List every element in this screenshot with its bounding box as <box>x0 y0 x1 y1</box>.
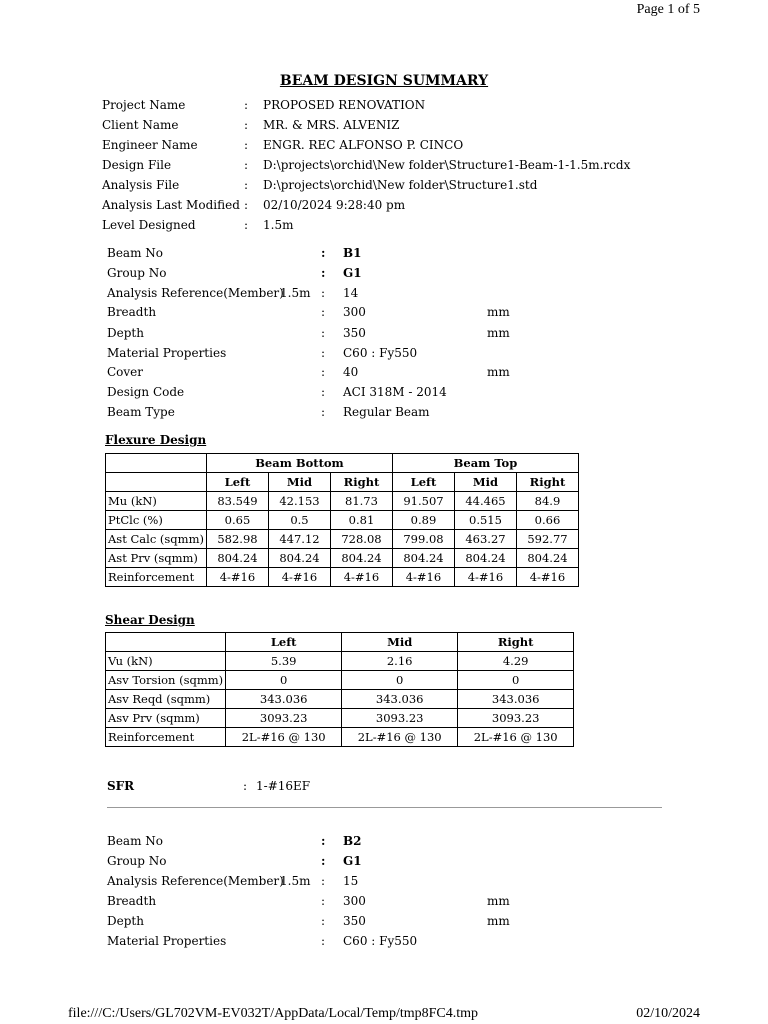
depth-value: 350 <box>343 326 366 340</box>
beam-no-label: Beam No <box>107 246 163 260</box>
separator: : <box>243 779 248 793</box>
table-row <box>106 511 579 530</box>
breadth-label: Breadth <box>107 894 157 908</box>
table-cell: 799.08 <box>392 530 454 549</box>
separator: : <box>321 854 326 868</box>
analysis-reference-label: Analysis Reference(Member) <box>107 874 284 888</box>
separator: : <box>321 385 326 399</box>
group-no-value: G1 <box>343 854 362 868</box>
row-label: Vu (kN) <box>106 652 226 671</box>
table-cell: 2L-#16 @ 130 <box>226 728 342 747</box>
table-cell: 804.24 <box>454 549 516 568</box>
table-cell: 447.12 <box>268 530 330 549</box>
separator: : <box>244 158 249 172</box>
flexure-design-heading: Flexure Design <box>105 433 207 447</box>
table-header-row <box>106 454 579 473</box>
design-code-value: ACI 318M - 2014 <box>343 385 447 399</box>
beam-no-value: B1 <box>343 246 362 260</box>
column-header: Mid <box>342 633 458 652</box>
table-cell: 728.08 <box>330 530 392 549</box>
table-cell: 804.24 <box>268 549 330 568</box>
table-cell: 3093.23 <box>342 709 458 728</box>
table-cell: 4.29 <box>458 652 574 671</box>
analysis-reference-level: 1.5m <box>280 286 311 300</box>
table-subheader-row <box>106 473 579 492</box>
breadth-label: Breadth <box>107 305 157 319</box>
depth-label: Depth <box>107 914 144 928</box>
table-row <box>106 671 574 690</box>
table-header-row <box>106 633 574 652</box>
analysis-file-label: Analysis File <box>102 178 180 192</box>
table-cell: 0.5 <box>268 511 330 530</box>
table-row <box>106 492 579 511</box>
table-row <box>106 728 574 747</box>
beam-no-label: Beam No <box>107 834 163 848</box>
separator: : <box>321 405 326 419</box>
table-row <box>106 568 579 587</box>
group-no-value: G1 <box>343 266 362 280</box>
analysis-modified-value: 02/10/2024 9:28:40 pm <box>263 198 406 212</box>
table-cell: 0.65 <box>206 511 268 530</box>
design-file-label: Design File <box>102 158 172 172</box>
table-cell: 4-#16 <box>268 568 330 587</box>
table-cell: 343.036 <box>458 690 574 709</box>
table-cell: 3093.23 <box>458 709 574 728</box>
row-label: Reinforcement <box>106 568 207 587</box>
separator: : <box>321 914 326 928</box>
table-cell: 804.24 <box>516 549 578 568</box>
table-cell: 2L-#16 @ 130 <box>342 728 458 747</box>
engineer-name-value: ENGR. REC ALFONSO P. CINCO <box>263 138 464 152</box>
table-cell: 5.39 <box>226 652 342 671</box>
design-file-value: D:\projects\orchid\New folder\Structure1-Beam-1-1.5m.rcdx <box>263 158 631 172</box>
table-row <box>106 690 574 709</box>
group-no-label: Group No <box>107 854 167 868</box>
depth-label: Depth <box>107 326 144 340</box>
separator: : <box>244 178 249 192</box>
sfr-label: SFR <box>107 779 135 793</box>
table-cell: 42.153 <box>268 492 330 511</box>
beam-top-header: Beam Top <box>392 454 578 473</box>
material-properties-label: Material Properties <box>107 346 227 360</box>
shear-design-table <box>105 632 574 747</box>
table-cell: 4-#16 <box>516 568 578 587</box>
table-cell: 81.73 <box>330 492 392 511</box>
row-label: Reinforcement <box>106 728 226 747</box>
row-label: Asv Torsion (sqmm) <box>106 671 226 690</box>
table-row <box>106 530 579 549</box>
row-label: Asv Prv (sqmm) <box>106 709 226 728</box>
page-number: Page 1 of 5 <box>636 2 700 17</box>
separator: : <box>321 266 326 280</box>
design-code-label: Design Code <box>107 385 185 399</box>
table-cell: 3093.23 <box>226 709 342 728</box>
table-corner <box>106 633 226 652</box>
table-row <box>106 652 574 671</box>
table-cell: 592.77 <box>516 530 578 549</box>
material-properties-value: C60 : Fy550 <box>343 346 418 360</box>
depth-value: 350 <box>343 914 366 928</box>
analysis-file-value: D:\projects\orchid\New folder\Structure1.std <box>263 178 538 192</box>
client-name-label: Client Name <box>102 118 179 132</box>
table-row <box>106 549 579 568</box>
cover-unit: mm <box>487 365 510 379</box>
beam-type-value: Regular Beam <box>343 405 430 419</box>
breadth-value: 300 <box>343 305 366 319</box>
project-name-value: PROPOSED RENOVATION <box>263 98 426 112</box>
material-properties-label: Material Properties <box>107 934 227 948</box>
column-header: Right <box>458 633 574 652</box>
separator: : <box>321 894 326 908</box>
row-label: Asv Reqd (sqmm) <box>106 690 226 709</box>
separator: : <box>321 365 326 379</box>
document-title: BEAM DESIGN SUMMARY <box>279 73 489 89</box>
client-name-value: MR. & MRS. ALVENIZ <box>263 118 400 132</box>
analysis-reference-value: 15 <box>343 874 359 888</box>
table-cell: 91.507 <box>392 492 454 511</box>
separator: : <box>321 326 326 340</box>
column-header: Left <box>226 633 342 652</box>
column-header: Mid <box>454 473 516 492</box>
beam-no-value: B2 <box>343 834 362 848</box>
table-cell: 804.24 <box>330 549 392 568</box>
column-header: Mid <box>268 473 330 492</box>
print-date: 02/10/2024 <box>636 1006 700 1021</box>
row-label: Mu (kN) <box>106 492 207 511</box>
group-no-label: Group No <box>107 266 167 280</box>
separator: : <box>321 934 326 948</box>
table-cell: 84.9 <box>516 492 578 511</box>
separator: : <box>244 198 249 212</box>
row-label: Ast Calc (sqmm) <box>106 530 207 549</box>
separator: : <box>321 874 326 888</box>
separator: : <box>321 246 326 260</box>
table-cell: 2.16 <box>342 652 458 671</box>
column-header: Right <box>330 473 392 492</box>
breadth-unit: mm <box>487 305 510 319</box>
table-cell: 0 <box>342 671 458 690</box>
column-header: Right <box>516 473 578 492</box>
table-cell: 4-#16 <box>454 568 516 587</box>
table-cell: 804.24 <box>392 549 454 568</box>
file-path: file:///C:/Users/GL702VM-EV032T/AppData/Local/Temp/tmp8FC4.tmp <box>68 1006 479 1021</box>
beam-bottom-header: Beam Bottom <box>206 454 392 473</box>
table-cell: 44.465 <box>454 492 516 511</box>
level-designed-label: Level Designed <box>102 218 196 232</box>
separator: : <box>321 286 326 300</box>
table-cell: 2L-#16 @ 130 <box>458 728 574 747</box>
material-properties-value: C60 : Fy550 <box>343 934 418 948</box>
analysis-reference-value: 14 <box>343 286 359 300</box>
section-divider <box>107 807 662 808</box>
table-cell: 804.24 <box>206 549 268 568</box>
separator: : <box>244 118 249 132</box>
table-cell: 4-#16 <box>392 568 454 587</box>
table-corner <box>106 454 207 473</box>
analysis-reference-level: 1.5m <box>280 874 311 888</box>
separator: : <box>244 98 249 112</box>
depth-unit: mm <box>487 914 510 928</box>
table-corner <box>106 473 207 492</box>
level-designed-value: 1.5m <box>263 218 294 232</box>
table-row <box>106 709 574 728</box>
table-cell: 343.036 <box>342 690 458 709</box>
table-cell: 83.549 <box>206 492 268 511</box>
row-label: Ast Prv (sqmm) <box>106 549 207 568</box>
engineer-name-label: Engineer Name <box>102 138 198 152</box>
analysis-reference-label: Analysis Reference(Member) <box>107 286 284 300</box>
table-cell: 343.036 <box>226 690 342 709</box>
table-cell: 4-#16 <box>330 568 392 587</box>
separator: : <box>321 834 326 848</box>
separator: : <box>321 305 326 319</box>
project-name-label: Project Name <box>102 98 186 112</box>
separator: : <box>321 346 326 360</box>
depth-unit: mm <box>487 326 510 340</box>
shear-design-heading: Shear Design <box>105 613 195 627</box>
breadth-unit: mm <box>487 894 510 908</box>
beam-type-label: Beam Type <box>107 405 175 419</box>
table-cell: 0.89 <box>392 511 454 530</box>
column-header: Left <box>206 473 268 492</box>
separator: : <box>244 138 249 152</box>
analysis-modified-label: Analysis Last Modified <box>102 198 240 212</box>
column-header: Left <box>392 473 454 492</box>
sfr-value: 1-#16EF <box>256 779 311 793</box>
flexure-design-table <box>105 453 579 587</box>
cover-value: 40 <box>343 365 359 379</box>
table-cell: 0.81 <box>330 511 392 530</box>
table-cell: 463.27 <box>454 530 516 549</box>
cover-label: Cover <box>107 365 144 379</box>
table-cell: 0 <box>226 671 342 690</box>
row-label: PtClc (%) <box>106 511 207 530</box>
breadth-value: 300 <box>343 894 366 908</box>
table-cell: 0.515 <box>454 511 516 530</box>
table-cell: 582.98 <box>206 530 268 549</box>
table-cell: 4-#16 <box>206 568 268 587</box>
separator: : <box>244 218 249 232</box>
table-cell: 0.66 <box>516 511 578 530</box>
table-cell: 0 <box>458 671 574 690</box>
